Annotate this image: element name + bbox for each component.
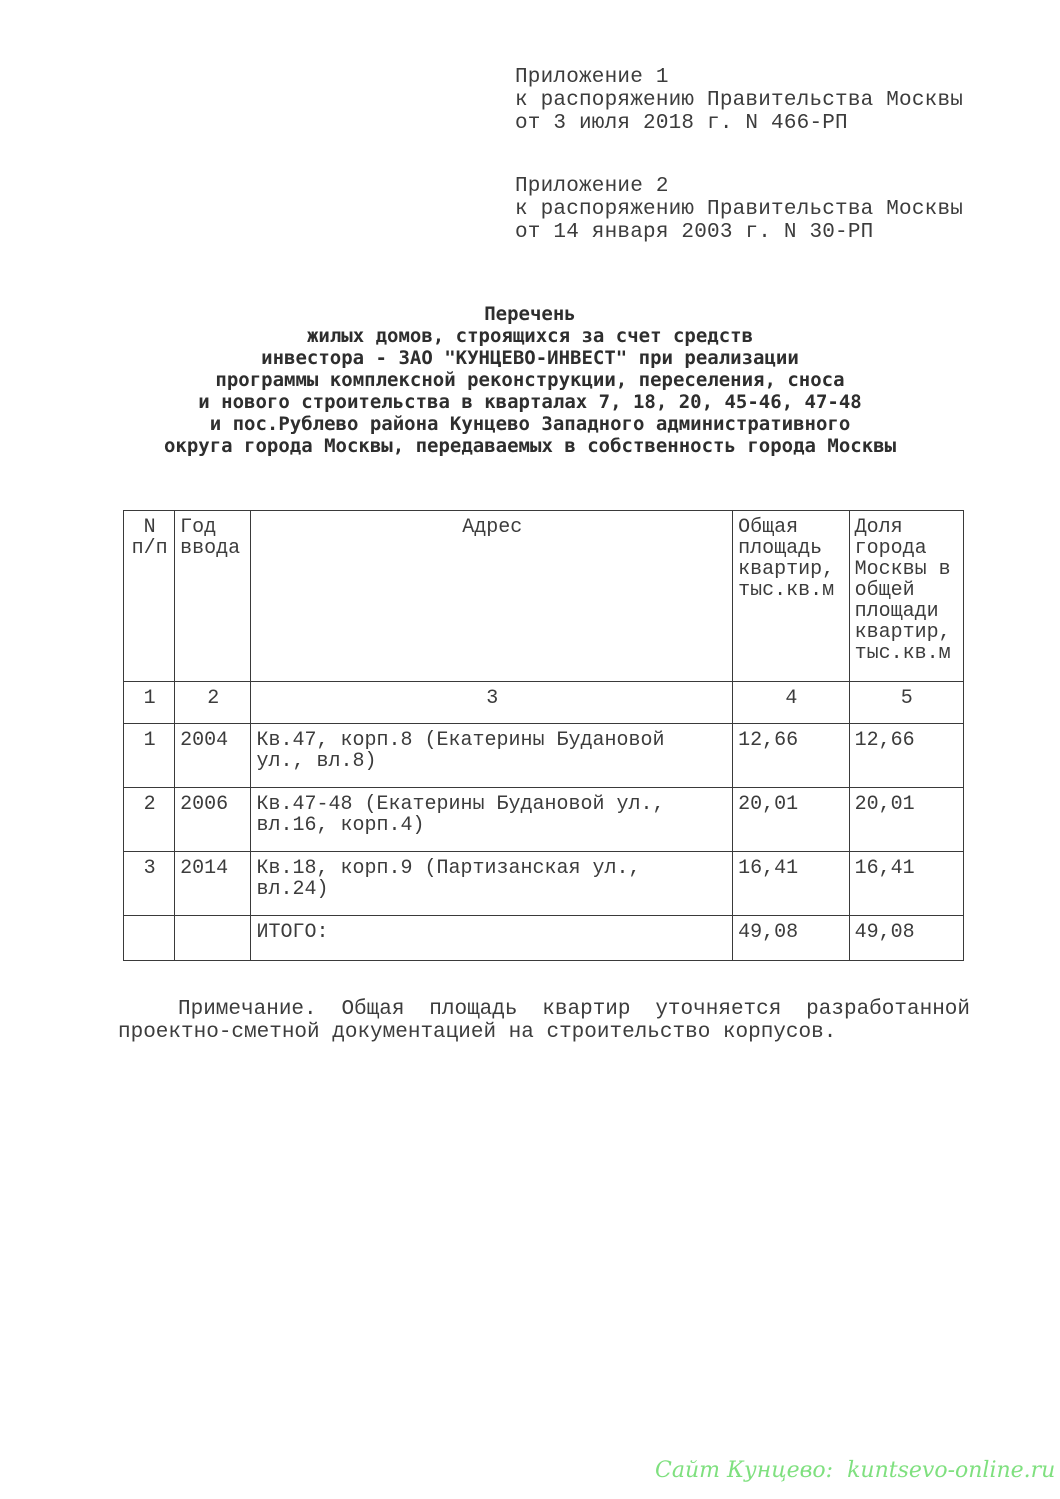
column-number: 3 (251, 682, 733, 724)
footnote-line: Примечание. Общая площадь квартир уточняется разработанной (178, 998, 970, 1021)
column-number: 5 (849, 682, 963, 724)
address-line: Кв.47-48 (Екатерины Будановой ул., (256, 793, 665, 816)
header-number-line: N (143, 516, 156, 539)
cell-number: 1 (124, 724, 175, 788)
header-year (175, 511, 251, 682)
total-label: ИТОГО: (251, 916, 733, 961)
header-area-line: тыс.кв.м (738, 579, 835, 602)
header-share-line: Доля (854, 516, 903, 539)
header-share-line: площади (854, 600, 939, 623)
title-line: и нового строительства в кварталах 7, 18, 20, 45-46, 47-48 (198, 391, 862, 413)
appendix-2-reference: к распоряжению Правительства Москвы (515, 198, 964, 221)
address-line: ул., вл.8) (256, 750, 377, 773)
table-row (124, 788, 964, 852)
houses-table (123, 510, 964, 961)
title-line: программы комплексной реконструкции, переселения, сноса (215, 369, 845, 391)
header-share-line: Москвы в (854, 558, 951, 581)
appendix-1-reference: к распоряжению Правительства Москвы (515, 89, 964, 112)
header-share-line: тыс.кв.м (854, 642, 951, 665)
cell-year: 2006 (175, 788, 251, 852)
title-line: и пос.Рублево района Кунцево Западного административного (209, 413, 851, 435)
address-line: вл.16, корп.4) (256, 814, 425, 837)
table-header-row (124, 511, 964, 682)
header-year-line: ввода (180, 537, 241, 560)
header-area-line: площадь (738, 537, 823, 560)
cell-year: 2014 (175, 852, 251, 916)
address-line: вл.24) (256, 878, 329, 901)
column-number: 4 (733, 682, 849, 724)
appendix-1-date: от 3 июля 2018 г. N 466-РП (515, 112, 848, 135)
cell-number: 2 (124, 788, 175, 852)
cell-address (251, 724, 733, 788)
header-share-line: города (854, 537, 927, 560)
header-number-line: п/п (131, 537, 168, 560)
title-line: округа города Москвы, передаваемых в собственность города Москвы (163, 435, 897, 457)
footnote (118, 998, 970, 1044)
appendix-2-date: от 14 января 2003 г. N 30-РП (515, 221, 874, 244)
column-number: 1 (124, 682, 175, 724)
header-year-line: Год (180, 516, 217, 539)
header-number (124, 511, 175, 682)
header-share (849, 511, 963, 682)
cell-year: 2004 (175, 724, 251, 788)
table-row (124, 724, 964, 788)
total-area: 49,08 (733, 916, 849, 961)
cell-area: 12,66 (733, 724, 849, 788)
header-share-line: квартир, (854, 621, 951, 644)
cell-address (251, 852, 733, 916)
title-line: жилых домов, строящихся за счет средств (306, 325, 754, 347)
cell-empty (124, 916, 175, 961)
cell-share: 16,41 (849, 852, 963, 916)
title-line: инвестора - ЗАО "КУНЦЕВО-ИНВЕСТ" при реализации (261, 347, 799, 369)
title-line: Перечень (484, 303, 576, 325)
header-area-line: квартир, (738, 558, 835, 581)
header-address: Адрес (251, 511, 733, 682)
site-watermark: Сайт Кунцево: kuntsevo-online.ru (655, 1458, 1056, 1483)
appendix-1-title: Приложение 1 (515, 66, 669, 89)
header-area-line: Общая (738, 516, 799, 539)
appendix-1-header (515, 66, 963, 135)
cell-share: 12,66 (849, 724, 963, 788)
header-share-line: общей (854, 579, 915, 602)
total-share: 49,08 (849, 916, 963, 961)
column-numbers-row (124, 682, 964, 724)
appendix-2-header (515, 175, 963, 244)
cell-empty (175, 916, 251, 961)
cell-area: 16,41 (733, 852, 849, 916)
table-row (124, 852, 964, 916)
address-line: Кв.47, корп.8 (Екатерины Будановой (256, 729, 665, 752)
header-area (733, 511, 849, 682)
cell-address (251, 788, 733, 852)
document-title (100, 303, 960, 457)
footnote-line: проектно-сметной документацией на строительство корпусов. (118, 1021, 837, 1044)
cell-area: 20,01 (733, 788, 849, 852)
cell-share: 20,01 (849, 788, 963, 852)
appendix-2-title: Приложение 2 (515, 175, 669, 198)
column-number: 2 (175, 682, 251, 724)
cell-number: 3 (124, 852, 175, 916)
address-line: Кв.18, корп.9 (Партизанская ул., (256, 857, 641, 880)
total-row (124, 916, 964, 961)
